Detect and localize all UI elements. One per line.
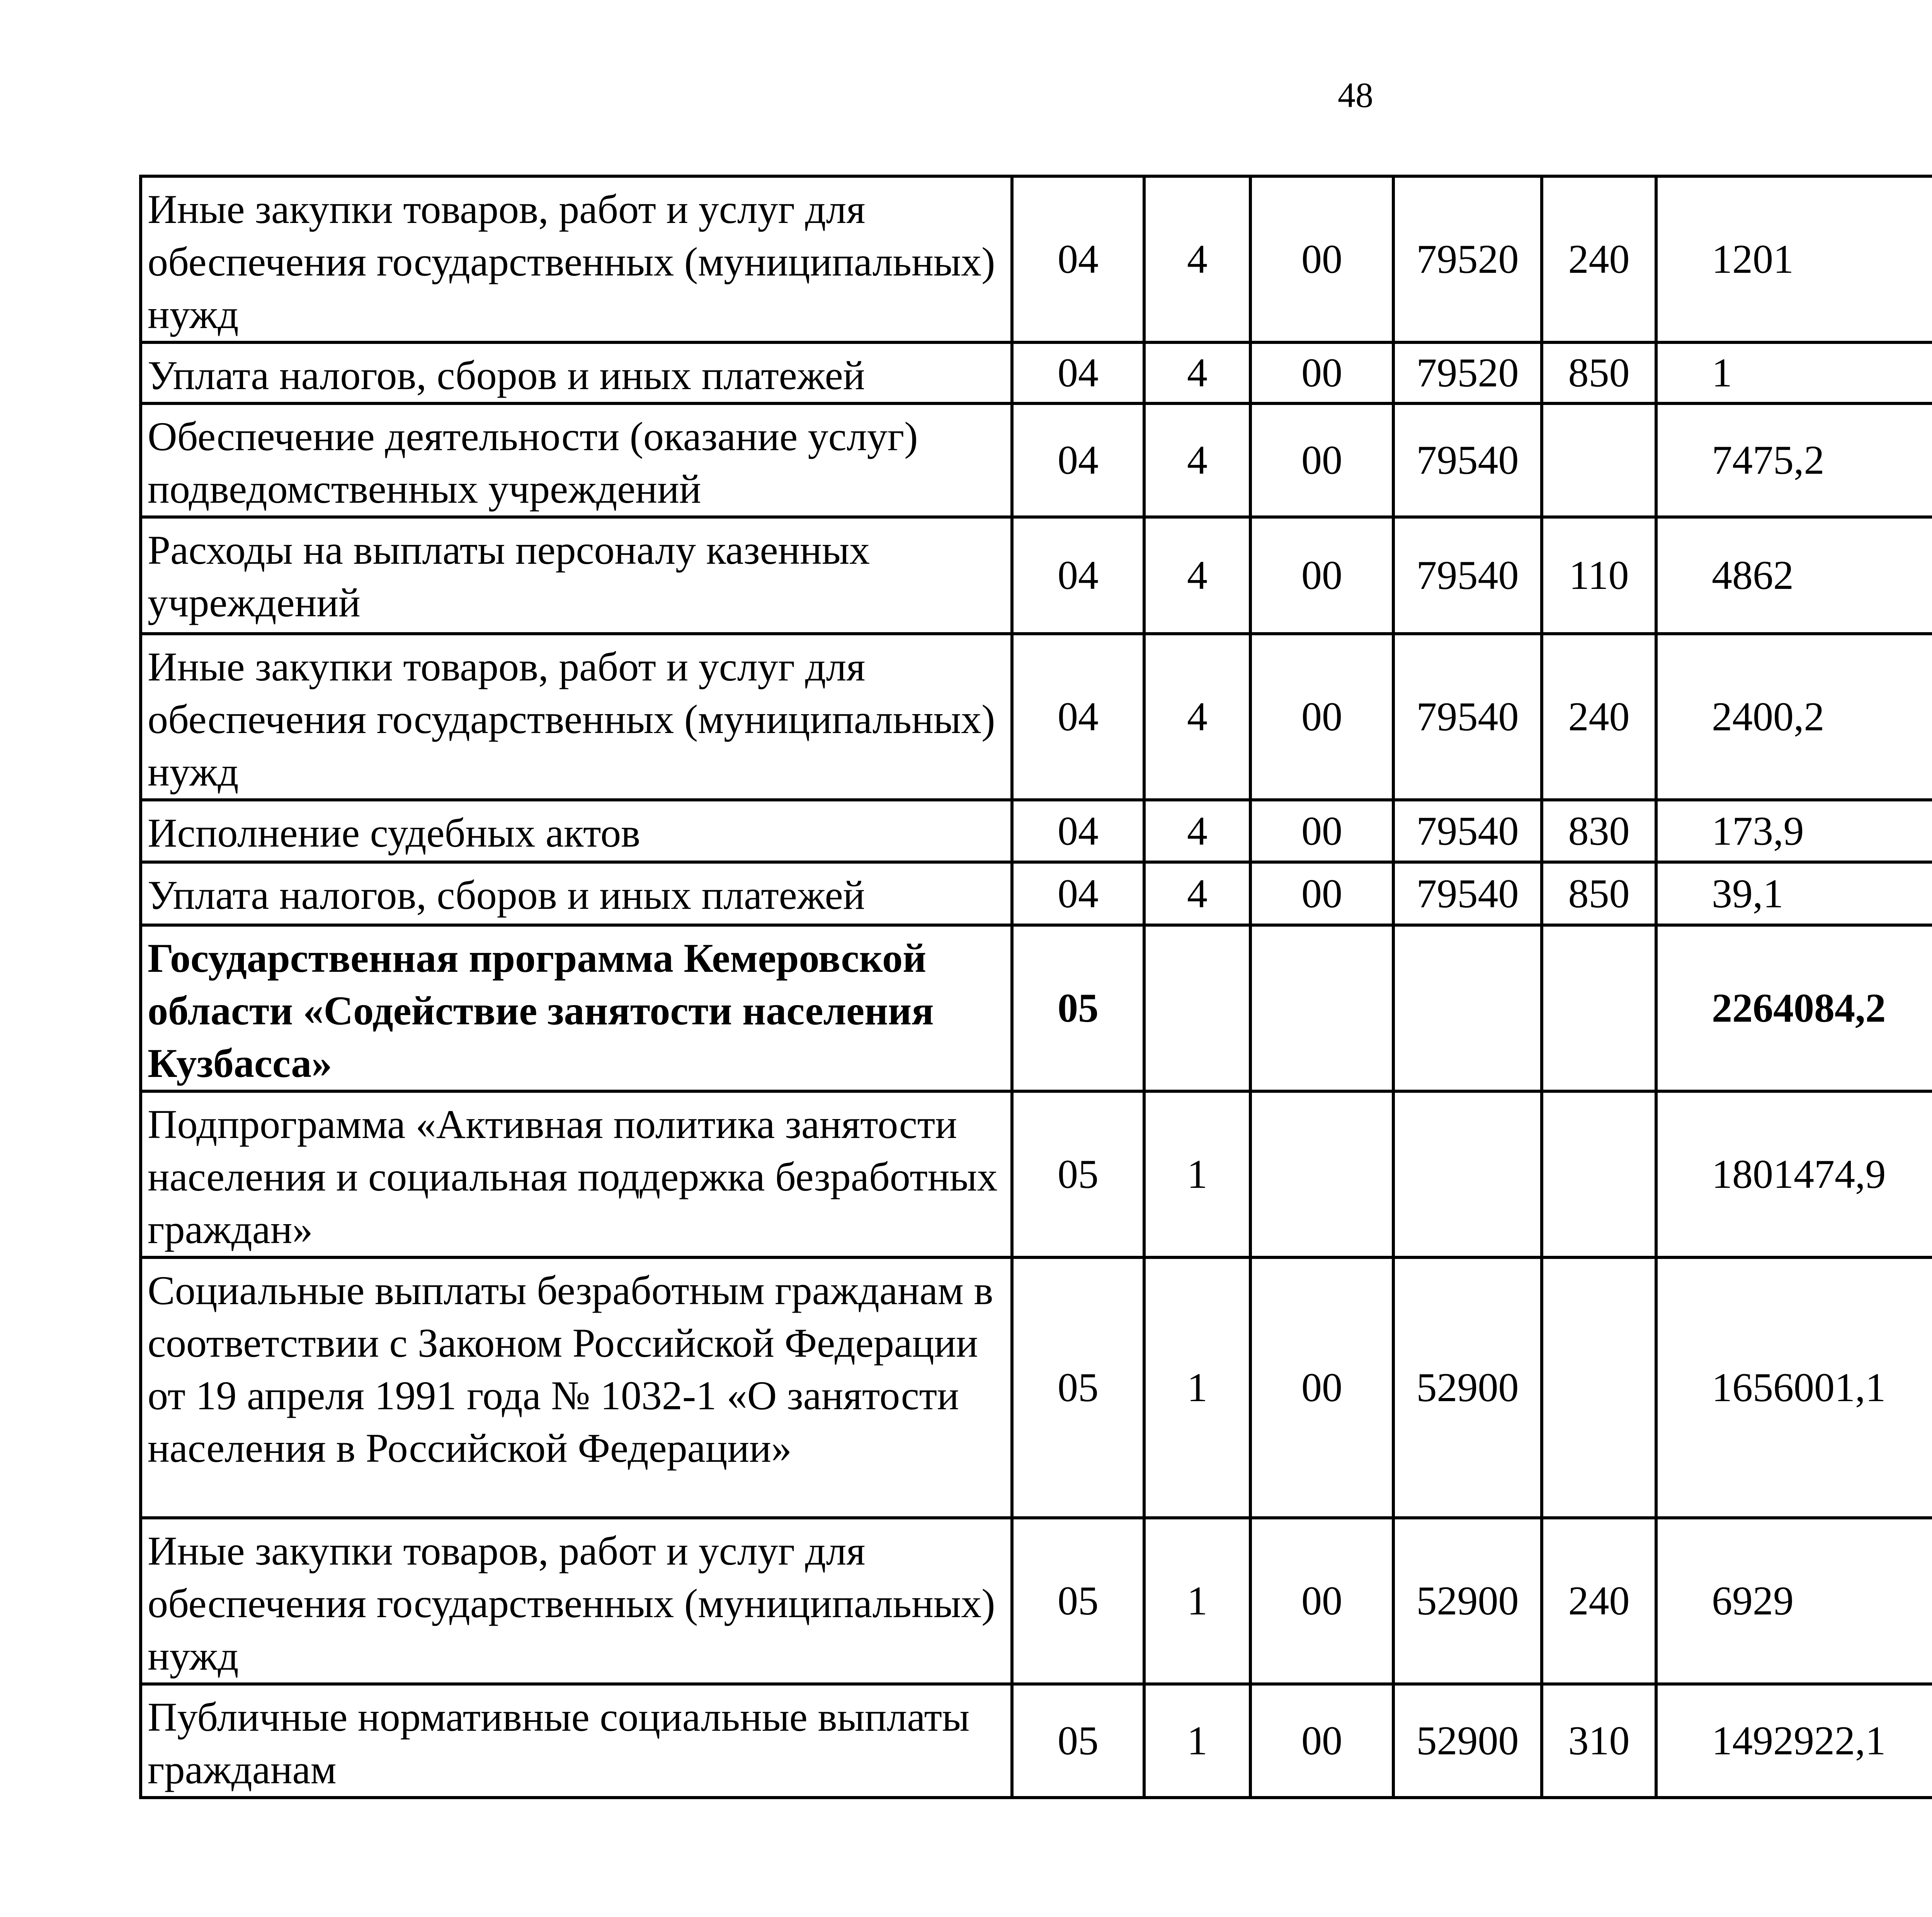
expense-code: 52900: [1393, 1257, 1542, 1518]
direction-code: 00: [1250, 800, 1393, 862]
expense-code: 52900: [1393, 1684, 1542, 1798]
direction-code: [1250, 925, 1393, 1091]
section-code: 05: [1012, 925, 1144, 1091]
section-code: 05: [1012, 1684, 1144, 1798]
subprogram-code: 4: [1144, 634, 1250, 800]
expense-type-code: 850: [1542, 862, 1656, 925]
expense-type-code: 240: [1542, 176, 1656, 342]
expense-code: 79520: [1393, 176, 1542, 342]
section-code: 05: [1012, 1091, 1144, 1257]
row-name: Иные закупки товаров, работ и услуг для обеспечения государственных (муниципальных) нужд: [141, 176, 1012, 342]
subprogram-code: 1: [1144, 1257, 1250, 1518]
section-code: 05: [1012, 1257, 1144, 1518]
table-row: [141, 862, 1932, 925]
table-row: [141, 1684, 1932, 1798]
expense-type-code: [1542, 1091, 1656, 1257]
subprogram-code: 4: [1144, 176, 1250, 342]
direction-code: 00: [1250, 1257, 1393, 1518]
table-row: [141, 1091, 1932, 1257]
table-row: [141, 342, 1932, 403]
subprogram-code: [1144, 925, 1250, 1091]
subprogram-code: 4: [1144, 403, 1250, 517]
subprogram-code: 4: [1144, 800, 1250, 862]
expense-code: 79540: [1393, 800, 1542, 862]
expense-code: [1393, 925, 1542, 1091]
amount-year-1: 39,1: [1656, 862, 1932, 925]
direction-code: 00: [1250, 634, 1393, 800]
expense-code: 79520: [1393, 342, 1542, 403]
section-code: 04: [1012, 342, 1144, 403]
expense-code: 79540: [1393, 634, 1542, 800]
subprogram-code: 1: [1144, 1518, 1250, 1684]
page-number: 48: [1338, 75, 1373, 115]
table-row: [141, 517, 1932, 634]
amount-year-1: 7475,2: [1656, 403, 1932, 517]
expense-type-code: [1542, 403, 1656, 517]
amount-year-1: 2264084,2: [1656, 925, 1932, 1091]
expense-type-code: 240: [1542, 1518, 1656, 1684]
amount-year-1: 4862: [1656, 517, 1932, 634]
amount-year-1: 1: [1656, 342, 1932, 403]
expense-code: 79540: [1393, 403, 1542, 517]
direction-code: 00: [1250, 1684, 1393, 1798]
section-code: 04: [1012, 176, 1144, 342]
table-row: [141, 925, 1932, 1091]
table-row: [141, 1257, 1932, 1518]
section-code: 05: [1012, 1518, 1144, 1684]
amount-year-1: 1201: [1656, 176, 1932, 342]
row-name: Социальные выплаты безработным гражданам в соответствии с Законом Российской Федерации от 19 апреля 1991 года № 1032-1 «О занятости населения в Российской Федерации»: [141, 1257, 1012, 1518]
budget-table: [139, 175, 1932, 1799]
section-code: 04: [1012, 862, 1144, 925]
expense-type-code: 310: [1542, 1684, 1656, 1798]
amount-year-1: 1656001,1: [1656, 1257, 1932, 1518]
direction-code: 00: [1250, 342, 1393, 403]
row-name: Обеспечение деятельности (оказание услуг) подведомственных учреждений: [141, 403, 1012, 517]
table-row: [141, 176, 1932, 342]
row-name: Государственная программа Кемеровской области «Содействие занятости населения Кузбасса»: [141, 925, 1012, 1091]
direction-code: 00: [1250, 517, 1393, 634]
amount-year-1: 6929: [1656, 1518, 1932, 1684]
row-name: Исполнение судебных актов: [141, 800, 1012, 862]
expense-code: 79540: [1393, 862, 1542, 925]
section-code: 04: [1012, 403, 1144, 517]
subprogram-code: 4: [1144, 342, 1250, 403]
amount-year-1: 1801474,9: [1656, 1091, 1932, 1257]
expense-type-code: [1542, 1257, 1656, 1518]
expense-code: [1393, 1091, 1542, 1257]
row-name: Расходы на выплаты персоналу казенных учреждений: [141, 517, 1012, 634]
subprogram-code: 1: [1144, 1684, 1250, 1798]
direction-code: 00: [1250, 176, 1393, 342]
row-name: Иные закупки товаров, работ и услуг для обеспечения государственных (муниципальных) нужд: [141, 634, 1012, 800]
expense-type-code: 830: [1542, 800, 1656, 862]
section-code: 04: [1012, 800, 1144, 862]
amount-year-1: 1492922,1: [1656, 1684, 1932, 1798]
direction-code: 00: [1250, 403, 1393, 517]
subprogram-code: 4: [1144, 517, 1250, 634]
amount-year-1: 173,9: [1656, 800, 1932, 862]
expense-type-code: [1542, 925, 1656, 1091]
row-name: Уплата налогов, сборов и иных платежей: [141, 342, 1012, 403]
table-row: [141, 1518, 1932, 1684]
expense-type-code: 110: [1542, 517, 1656, 634]
amount-year-1: 2400,2: [1656, 634, 1932, 800]
expense-code: 52900: [1393, 1518, 1542, 1684]
expense-type-code: 850: [1542, 342, 1656, 403]
direction-code: 00: [1250, 1518, 1393, 1684]
expense-code: 79540: [1393, 517, 1542, 634]
row-name: Подпрограмма «Активная политика занятости населения и социальная поддержка безработных граждан»: [141, 1091, 1012, 1257]
section-code: 04: [1012, 634, 1144, 800]
direction-code: [1250, 1091, 1393, 1257]
table-row: [141, 634, 1932, 800]
table-row: [141, 403, 1932, 517]
direction-code: 00: [1250, 862, 1393, 925]
section-code: 04: [1012, 517, 1144, 634]
subprogram-code: 1: [1144, 1091, 1250, 1257]
row-name: Публичные нормативные социальные выплаты гражданам: [141, 1684, 1012, 1798]
table-row: [141, 800, 1932, 862]
expense-type-code: 240: [1542, 634, 1656, 800]
row-name: Уплата налогов, сборов и иных платежей: [141, 862, 1012, 925]
row-name: Иные закупки товаров, работ и услуг для обеспечения государственных (муниципальных) нужд: [141, 1518, 1012, 1684]
subprogram-code: 4: [1144, 862, 1250, 925]
